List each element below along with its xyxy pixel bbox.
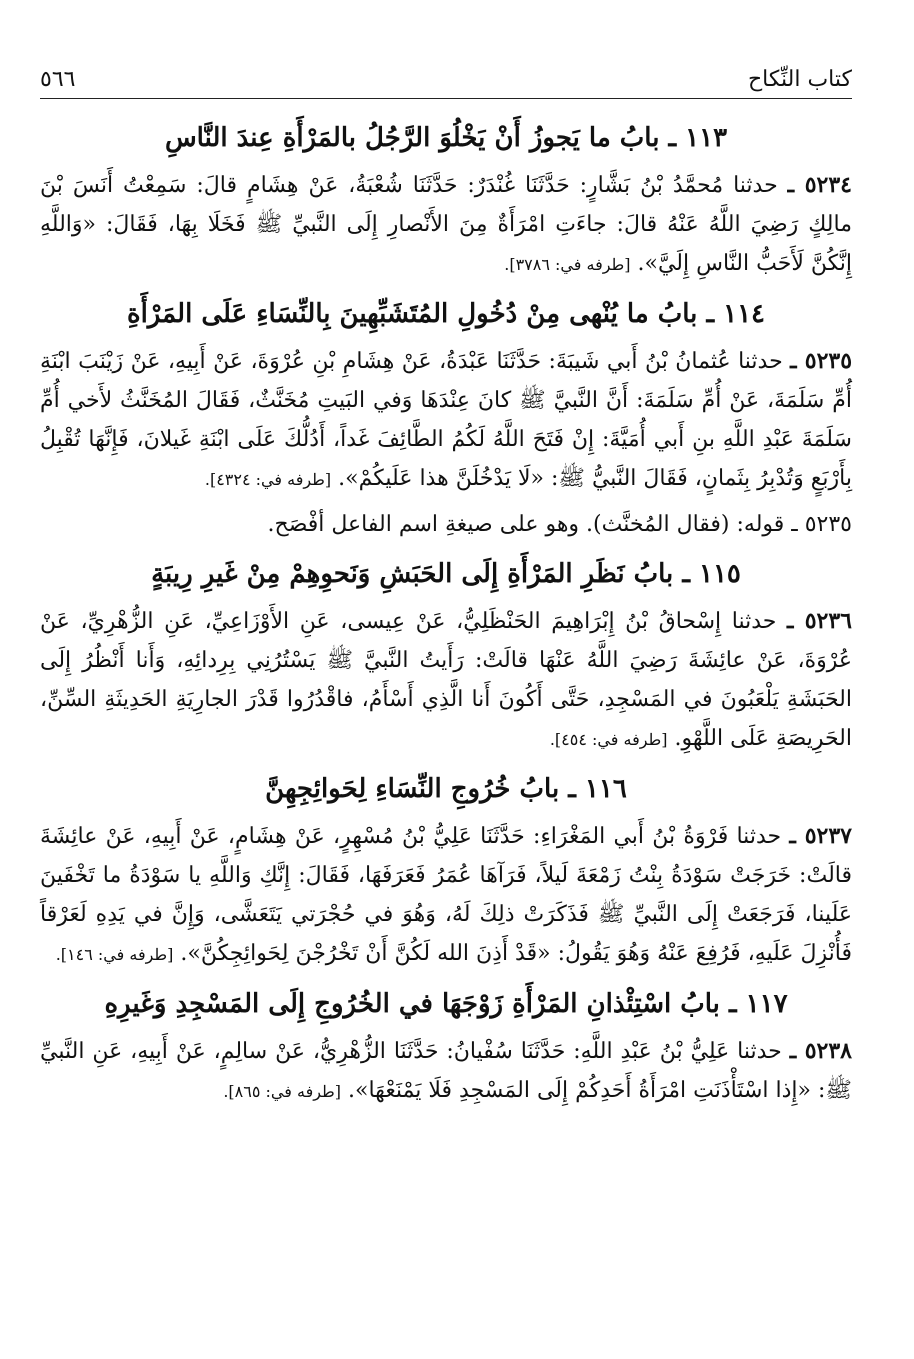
hadith-number: ٥٢٣٤ ـ <box>787 172 852 198</box>
cross-reference: [طرفه في: ٨٦٥]. <box>223 1082 342 1101</box>
hadith-paragraph <box>40 1032 852 1111</box>
chapter-heading: ١١٤ ـ بابُ ما يُنْهى مِنْ دُخُولِ المُتَشَبِّهِينَ بِالنِّسَاءِ عَلَى المَرْأَةِ <box>126 299 766 329</box>
cross-reference: [طرفه في: ٣٧٨٦]. <box>504 255 631 274</box>
book-title: كتاب النِّكاح <box>747 67 852 92</box>
chapter-heading: ١١٣ ـ بابُ ما يَجوزُ أَنْ يَخْلُوَ الرَّجُلُ بالمَرْأَةِ عِندَ النَّاسِ <box>164 123 728 153</box>
hadith-number: ٥٢٣٥ ـ <box>790 348 853 374</box>
cross-reference: [طرفه في: ٤٣٢٤]. <box>204 470 332 489</box>
page-header <box>40 58 852 99</box>
page-content <box>40 108 852 1117</box>
cross-reference: [طرفه في: ١٤٦]. <box>55 945 174 964</box>
hadith-text: حدثنا فَرْوَةُ بْنُ أَبي المَغْرَاءِ: حَدَّثَنَا عَلِيُّ بْنُ مُسْهِرٍ، عَنْ هِشَامٍ، عَنْ أَبِيهِ، عَنْ عائِشَةَ قالَتْ: خَرَجَتْ سَوْدَةُ بِنْتُ زَمْعَةَ لَيلاً، فَرَآهَا عُمَرُ فَعَرَفَهَا، فَقَالَ: إِنَّكِ وَاللَّهِ يا سَوْدَةُ ما تَخْفَينَ عَلَينا، فَرَجَعَتْ إِلَى النَّبيِّ ﷺ فَذَكَرَتْ ذلِكَ لَهُ، وَهُوَ في حُجْرَتي يَتَعَشَّى، وَإِنَّ في يَدِهِ لَعَرْقاً فَأُنْزِلَ عَلَيهِ، فَرُفِعَ عَنْهُ وَهُوَ يَقُولُ: «قَدْ أَذِنَ الله لَكُنَّ أَنْ تَخْرُجْنَ لِحَوائِجِكُنَّ». <box>40 824 852 966</box>
hadith-text: حدثنا عُثمانُ بْنُ أَبي شَيبَةَ: حَدَّثَنَا عَبْدَةُ، عَنْ هِشَامِ بْنِ عُرْوَةَ، عَنْ أَبِيهِ، عَنْ زَيْنَبَ ابْنَةِ أُمِّ سَلَمَةَ، عَنْ أُمِّ سَلَمَةَ: أَنَّ النَّبيَّ ﷺ كانَ عِنْدَهَا وَفي البَيتِ مُخَنَّثٌ، فَقَالَ المُخَنَّثُ لأَخي أُمِّ سَلَمَةَ عَبْدِ اللَّهِ بنِ أَبي أُمَيَّةَ: إِنْ فَتَحَ اللَّهُ لَكُمُ الطَّائِفَ غَداً، أَدُلُّكَ عَلَى ابْنَةِ غَيلانَ، فَإِنَّهَا تُقْبِلُ بِأَرْبَعٍ وَتُدْبِرُ بِثَمانٍ، فَقَالَ النَّبيُّ ﷺ: «لَا يَدْخُلَنَّ هذا عَلَيكُمْ». <box>40 349 852 491</box>
chapter-heading: ١١٧ ـ بابُ اسْتِئْذانِ المَرْأَةِ زَوْجَهَا في الخُرُوجِ إِلَى المَسْجِدِ وَغَيرِهِ <box>104 989 788 1019</box>
hadith-paragraph <box>40 817 852 974</box>
page-number: ٥٦٦ <box>40 67 76 92</box>
hadith-number: ٥٢٣٨ ـ <box>789 1038 852 1064</box>
hadith-text: حدثنا إِسْحاقُ بْنُ إِبْرَاهِيمَ الحَنْظَلِيُّ، عَنْ عِيسى، عَنِ الأَوْزَاعِيِّ، عَنِ الزُّهْرِيِّ، عَنْ عُرْوَةَ، عَنْ عائِشَةَ رَضِيَ اللَّهُ عَنْهَا قالَتْ: رَأَيتُ النَّبيَّ ﷺ يَسْتُرُنِي بِرِدائِهِ، وَأَنا أَنْظُرُ إِلَى الحَبَشَةِ يَلْعَبُونَ في المَسْجِدِ، حَتَّى أَكُونَ أَنا الَّذِي أَسْأَمُ، فاقْدُرُوا قَدْرَ الجارِيَةِ الحَدِيثَةِ السِّنِّ، الحَرِيصَةِ عَلَى اللَّهْوِ. <box>40 609 852 751</box>
commentary-note: ٥٢٣٥ ـ قوله: (فقال المُخنَّث). وهو على صيغةِ اسم الفاعل أفْصَح. <box>267 512 852 537</box>
hadith-text: حدثنا مُحمَّدُ بْنُ بَشَّارٍ: حَدَّثَنَا غُنْدَرٌ: حَدَّثَنَا شُعْبَةُ، عَنْ هِشَامٍ قالَ: سَمِعْتُ أَنَسَ بْنَ مالِكٍ رَضِيَ اللَّهُ عَنْهُ قالَ: جاءَتِ امْرَأَةٌ مِنَ الأَنْصارِ إِلَى النَّبيِّ ﷺ فَخَلَا بِهَا، فَقَالَ: «وَاللَّهِ إِنَّكُنَّ لَأَحَبُّ النَّاسِ إِلَيَّ». <box>40 173 852 276</box>
chapter-heading: ١١٦ ـ بابُ خُرُوجِ النِّسَاءِ لِحَوائِجِهِنَّ <box>265 774 627 804</box>
chapter-heading: ١١٥ ـ بابُ نَظَرِ المَرْأَةِ إِلَى الحَبَشِ وَنَحوِهِمْ مِنْ غَيرِ رِيبَةٍ <box>151 559 741 589</box>
cross-reference: [طرفه في: ٤٥٤]. <box>549 730 668 749</box>
hadith-paragraph <box>40 342 852 499</box>
hadith-text: حدثنا عَلِيُّ بْنُ عَبْدِ اللَّهِ: حَدَّثَنَا سُفْيانُ: حَدَّثَنَا الزُّهْرِيُّ، عَنْ سالِمٍ، عَنْ أَبِيهِ، عَنِ النَّبيِّ ﷺ: «إِذا اسْتَأْذَنَتِ امْرَأَةُ أَحَدِكُمْ إِلَى المَسْجِدِ فَلَا يَمْنَعْهَا». <box>40 1039 852 1103</box>
hadith-paragraph <box>40 166 852 284</box>
hadith-number: ٥٢٣٧ ـ <box>789 823 852 849</box>
hadith-number: ٥٢٣٦ ـ <box>787 608 852 634</box>
hadith-paragraph <box>40 602 852 759</box>
